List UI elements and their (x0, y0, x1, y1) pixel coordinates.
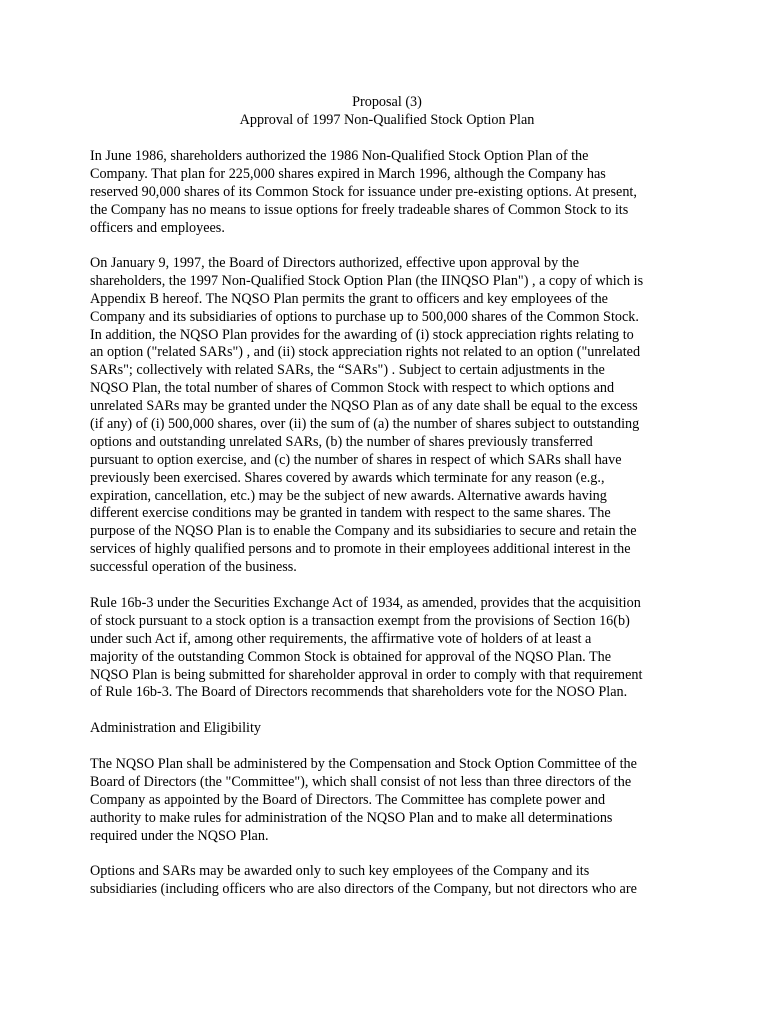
paragraph-line: Company. That plan for 225,000 shares expired in March 1996, although the Company has (90, 165, 606, 182)
paragraph-line: of Rule 16b-3. The Board of Directors recommends that shareholders vote for the NOSO Plan. (90, 684, 628, 701)
paragraph-line: subsidiaries (including officers who are also directors of the Company, but not directors who are (90, 880, 637, 897)
paragraph-2 (90, 255, 684, 577)
paragraph-line: of stock pursuant to a stock option is a transaction exempt from the provisions of Section 16(b) (90, 612, 630, 629)
paragraph-line: Rule 16b-3 under the Securities Exchange Act of 1934, as amended, provides that the acquisition (90, 595, 641, 611)
paragraph-line: unrelated SARs may be granted under the NQSO Plan as of any date shall be equal to the excess (90, 398, 638, 415)
paragraph-line: an option ("related SARs") , and (ii) stock appreciation rights not related to an option ("unrelated (90, 344, 641, 361)
paragraph-line: Board of Directors (the "Committee"), which shall consist of not less than three directors of the (90, 773, 632, 790)
paragraph-1 (90, 148, 684, 237)
document-header (90, 94, 684, 130)
paragraph-line: officers and employees. (90, 219, 225, 236)
paragraph-line: Company and its subsidiaries of options to purchase up to 500,000 shares of the Common Stock. (90, 308, 639, 325)
paragraph-line: under such Act if, among other requirements, the affirmative vote of holders of at least a (90, 630, 592, 647)
paragraph-line: purpose of the NQSO Plan is to enable the Company and its subsidiaries to secure and retain the (90, 523, 637, 540)
paragraph-line: SARs"; collectively with related SARs, the “SARs") . Subject to certain adjustments in the (90, 362, 605, 379)
paragraph-6 (90, 863, 684, 899)
paragraph-line: Company as appointed by the Board of Directors. The Committee has complete power and (90, 791, 606, 808)
proposal-label: Proposal (3) (352, 94, 422, 110)
paragraph-line: Options and SARs may be awarded only to such key employees of the Company and its (90, 863, 590, 879)
paragraph-line: the Company has no means to issue options for freely tradeable shares of Common Stock to its (90, 201, 629, 218)
section-heading-text: Administration and Eligibility (90, 720, 262, 736)
paragraph-line: In addition, the NQSO Plan provides for the awarding of (i) stock appreciation rights relating to (90, 326, 634, 343)
section-heading (90, 720, 684, 738)
paragraph-line: On January 9, 1997, the Board of Directors authorized, effective upon approval by the (90, 255, 580, 271)
paragraph-3 (90, 595, 684, 702)
paragraph-line: expiration, cancellation, etc.) may be the subject of new awards. Alternative awards having (90, 487, 607, 504)
paragraph-line: authority to make rules for administration of the NQSO Plan and to make all determinations (90, 809, 613, 826)
paragraph-line: options and outstanding unrelated SARs, (b) the number of shares previously transferred (90, 433, 593, 450)
paragraph-line: successful operation of the business. (90, 559, 297, 576)
paragraph-line: shareholders, the 1997 Non-Qualified Stock Option Plan (the IINQSO Plan") , a copy of which is (90, 272, 644, 289)
paragraph-line: services of highly qualified persons and to promote in their employees additional interest in the (90, 541, 631, 558)
paragraph-line: pursuant to option exercise, and (c) the number of shares in respect of which SARs shall have (90, 451, 622, 468)
paragraph-line: reserved 90,000 shares of its Common Stock for issuance under pre-existing options. At present, (90, 183, 637, 200)
paragraph-line: previously been exercised. Shares covered by awards which terminate for any reason (e.g., (90, 469, 605, 486)
paragraph-line: NQSO Plan, the total number of shares of Common Stock with respect to which options and (90, 380, 615, 397)
paragraph-line: The NQSO Plan shall be administered by the Compensation and Stock Option Committee of the (90, 756, 637, 772)
paragraph-5 (90, 756, 684, 845)
document-title: Approval of 1997 Non-Qualified Stock Option Plan (239, 111, 535, 128)
paragraph-line: In June 1986, shareholders authorized the 1986 Non-Qualified Stock Option Plan of the (90, 148, 589, 164)
paragraph-line: different exercise conditions may be granted in tandem with respect to the same shares. The (90, 505, 611, 522)
paragraph-line: majority of the outstanding Common Stock is obtained for approval of the NQSO Plan. The (90, 648, 612, 665)
paragraph-line: Appendix B hereof. The NQSO Plan permits the grant to officers and key employees of the (90, 290, 608, 307)
paragraph-line: (if any) of (i) 500,000 shares, over (ii) the sum of (a) the number of shares subject to outstanding (90, 416, 640, 433)
paragraph-line: NQSO Plan is being submitted for shareholder approval in order to comply with that requirement (90, 666, 643, 683)
paragraph-line: required under the NQSO Plan. (90, 827, 269, 844)
